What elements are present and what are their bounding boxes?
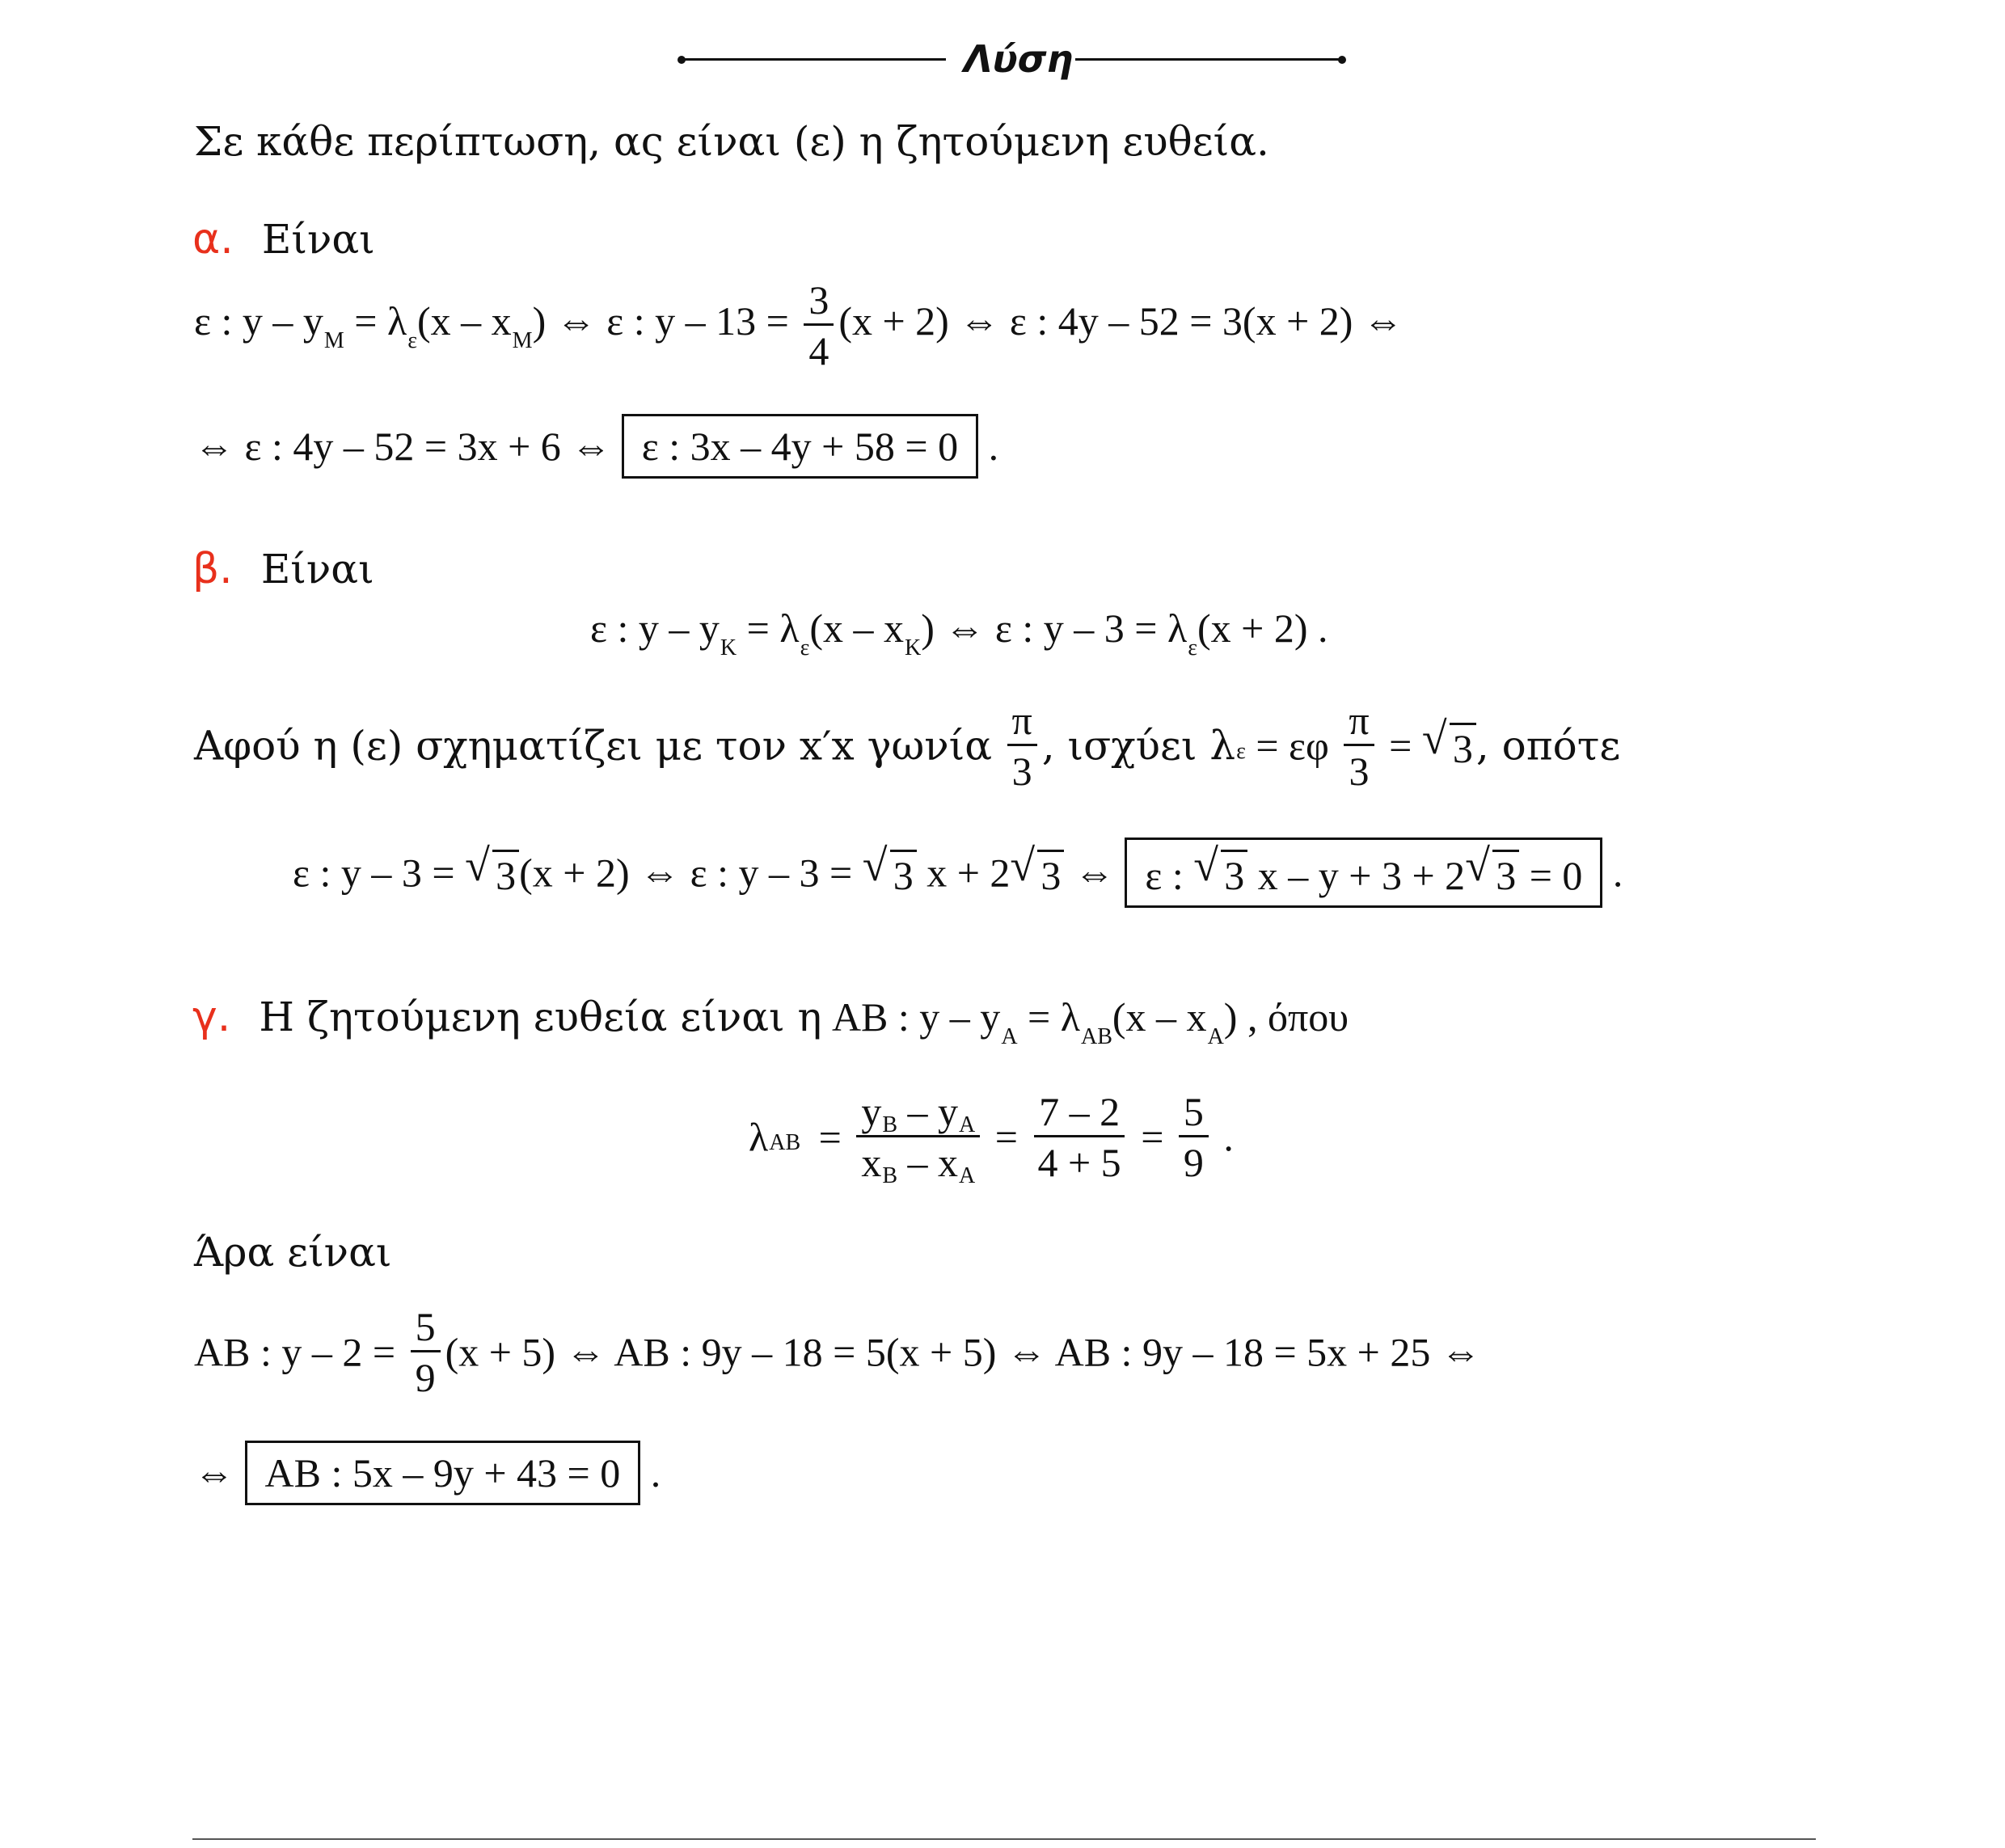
eq-text: ⇔ ε : 4y – 52 = 3x + 6 ⇔	[194, 424, 612, 469]
eq-text: , ισχύει λ	[1041, 722, 1236, 770]
subscript: AB	[769, 1129, 801, 1155]
eq-text: ε : y – y	[590, 605, 720, 651]
eq-text: (x + 2) ⇔ ε : 4y – 52 = 3(x + 2) ⇔	[838, 297, 1404, 344]
sqrt-3	[1193, 841, 1247, 898]
eq-text: AB : y – 2 =	[194, 1329, 396, 1375]
fraction-denominator: 3	[1011, 749, 1032, 794]
eq-text: x	[861, 1140, 882, 1185]
eq-text: ) ⇔ ε : y – 3 = λ	[921, 605, 1188, 651]
eq-text: (x – x	[417, 297, 512, 344]
fraction-numerator: 3	[804, 280, 834, 326]
fraction-denominator	[856, 1137, 980, 1188]
eq-text: ε : y – y	[194, 297, 323, 344]
eq-text: ε :	[1145, 853, 1184, 898]
eq-text: =	[1141, 1114, 1164, 1160]
fraction-denominator: 9	[1183, 1140, 1204, 1185]
subscript: ε	[407, 327, 418, 353]
part-a-lead: Είναι	[261, 216, 375, 263]
radical-sign: √	[465, 841, 490, 891]
slope-equation	[749, 1089, 1234, 1188]
part-b-equation-2	[293, 838, 1623, 908]
fraction-numerator: 5	[1179, 1091, 1209, 1137]
part-c-equation-2	[194, 1306, 1481, 1398]
eq-text: = λ	[737, 605, 800, 651]
fraction-denominator: 4 + 5	[1037, 1140, 1121, 1185]
eq-text: , οπότε	[1475, 722, 1621, 770]
sqrt-3	[1465, 841, 1519, 898]
fraction-slope-formula	[856, 1089, 980, 1188]
eq-text: (x – x	[1112, 994, 1207, 1040]
radicand: 3	[1221, 850, 1247, 896]
eq-text: ε : y – 3 =	[293, 850, 455, 896]
fraction-numerator: 7 – 2	[1034, 1091, 1125, 1137]
header-right-rule	[1075, 58, 1342, 61]
radical-sign: √	[1010, 841, 1036, 891]
part-a-equation-1	[194, 277, 1404, 373]
fraction-denominator: 4	[808, 328, 829, 373]
ara-text: Άρα είναι	[194, 1229, 392, 1276]
fraction-pi-3	[1007, 698, 1037, 794]
eq-text: ⇔	[194, 1450, 234, 1496]
subscript: K	[905, 635, 922, 660]
radical-sign: √	[1421, 714, 1447, 764]
eq-period: .	[650, 1450, 661, 1496]
header-title: Λύση	[964, 37, 1074, 81]
fraction-denominator: 3	[1349, 749, 1370, 794]
radical-sign: √	[1193, 841, 1219, 891]
eq-text: =	[994, 1114, 1018, 1160]
subscript: M	[512, 327, 533, 353]
part-c-label: γ.	[192, 993, 231, 1041]
fraction-7-2-over-4-5	[1032, 1091, 1125, 1183]
header-left-rule	[682, 58, 946, 61]
eq-text: ⇔	[1064, 850, 1115, 896]
eq-period: .	[988, 424, 999, 469]
fraction-numerator: π	[1007, 700, 1037, 746]
part-a-heading	[192, 215, 375, 264]
eq-text: – y	[897, 1089, 959, 1134]
part-a-equation-2	[194, 414, 998, 479]
part-b-text-line	[194, 698, 1621, 794]
subscript: A	[959, 1112, 976, 1137]
part-b-equation-1	[590, 605, 1328, 660]
subscript: ε	[800, 635, 810, 660]
part-c-equation-3	[194, 1441, 661, 1505]
part-c-lead: Η ζητούμενη ευθεία είναι η	[259, 994, 822, 1040]
subscript: A	[1001, 1024, 1018, 1049]
radicand: 3	[1492, 850, 1519, 896]
fraction-numerator: 5	[411, 1306, 441, 1352]
eq-text: (x – x	[809, 605, 904, 651]
subscript: ε	[1236, 738, 1246, 764]
subscript: A	[1207, 1024, 1224, 1049]
eq-text: λ	[749, 1114, 769, 1160]
subscript: K	[720, 635, 737, 660]
eq-text: Αφού η (ε) σχηματίζει με τον x′x γωνία	[194, 722, 992, 770]
fraction-3-4	[804, 277, 834, 373]
sqrt-3	[862, 841, 917, 898]
eq-text: = λ	[1017, 994, 1080, 1040]
radical-sign: √	[1465, 841, 1490, 891]
fraction-numerator: π	[1344, 700, 1374, 746]
eq-text: = λ	[344, 297, 407, 344]
footer-rule	[192, 1838, 1816, 1840]
eq-text: =	[1378, 723, 1412, 769]
subscript: M	[323, 327, 344, 353]
subscript: A	[959, 1163, 976, 1188]
eq-text: = εφ	[1245, 723, 1329, 769]
subscript: B	[882, 1163, 898, 1188]
radical-sign: √	[862, 841, 888, 891]
radicand: 3	[492, 850, 519, 896]
sqrt-3	[1421, 714, 1476, 771]
part-b-label: β.	[192, 545, 233, 593]
eq-text: x + 2	[916, 850, 1011, 896]
eq-text: AB : y – y	[821, 994, 1001, 1040]
eq-text: – x	[897, 1140, 959, 1185]
eq-period: .	[1223, 1114, 1234, 1160]
eq-text: (x + 2) ⇔ ε : y – 3 =	[519, 850, 853, 896]
part-b-answer-box	[1125, 838, 1602, 908]
part-b-heading	[192, 545, 374, 593]
subscript: B	[882, 1112, 898, 1137]
sqrt-3	[465, 841, 519, 898]
header-right-dot	[1338, 56, 1346, 64]
intro-text: Σε κάθε περίπτωση, ας είναι (ε) η ζητούμενη ευθεία.	[194, 118, 1269, 165]
eq-text: = 0	[1519, 853, 1583, 898]
part-c-heading	[192, 993, 1349, 1049]
subscript: ε	[1188, 635, 1197, 660]
fraction-numerator	[856, 1091, 980, 1137]
part-a-answer-box: ε : 3x – 4y + 58 = 0	[622, 414, 978, 479]
radicand: 3	[1450, 723, 1476, 769]
part-b-lead: Είναι	[260, 546, 374, 593]
fraction-pi-3-b	[1344, 698, 1374, 794]
eq-text: (x + 5) ⇔ AB : 9y – 18 = 5(x + 5) ⇔ AB : 9y – 18 = 5x + 25 ⇔	[445, 1329, 1481, 1375]
sqrt-3	[1010, 841, 1064, 898]
subscript: AB	[1081, 1024, 1112, 1049]
part-c-answer-box: AB : 5x – 9y + 43 = 0	[245, 1441, 641, 1505]
eq-text: ) , όπου	[1223, 994, 1349, 1040]
eq-period: .	[1612, 850, 1623, 896]
eq-text: x – y + 3 + 2	[1247, 853, 1466, 898]
eq-text: y	[861, 1089, 882, 1134]
fraction-5-9	[411, 1306, 441, 1398]
fraction-denominator: 9	[415, 1355, 436, 1400]
radicand: 3	[1037, 850, 1064, 896]
radicand: 3	[890, 850, 917, 896]
eq-text: =	[818, 1114, 842, 1160]
fraction-5-9	[1179, 1091, 1209, 1183]
eq-text: ) ⇔ ε : y – 13 =	[532, 297, 789, 344]
eq-text: (x + 2) .	[1197, 605, 1328, 651]
part-a-label: α.	[192, 215, 234, 264]
